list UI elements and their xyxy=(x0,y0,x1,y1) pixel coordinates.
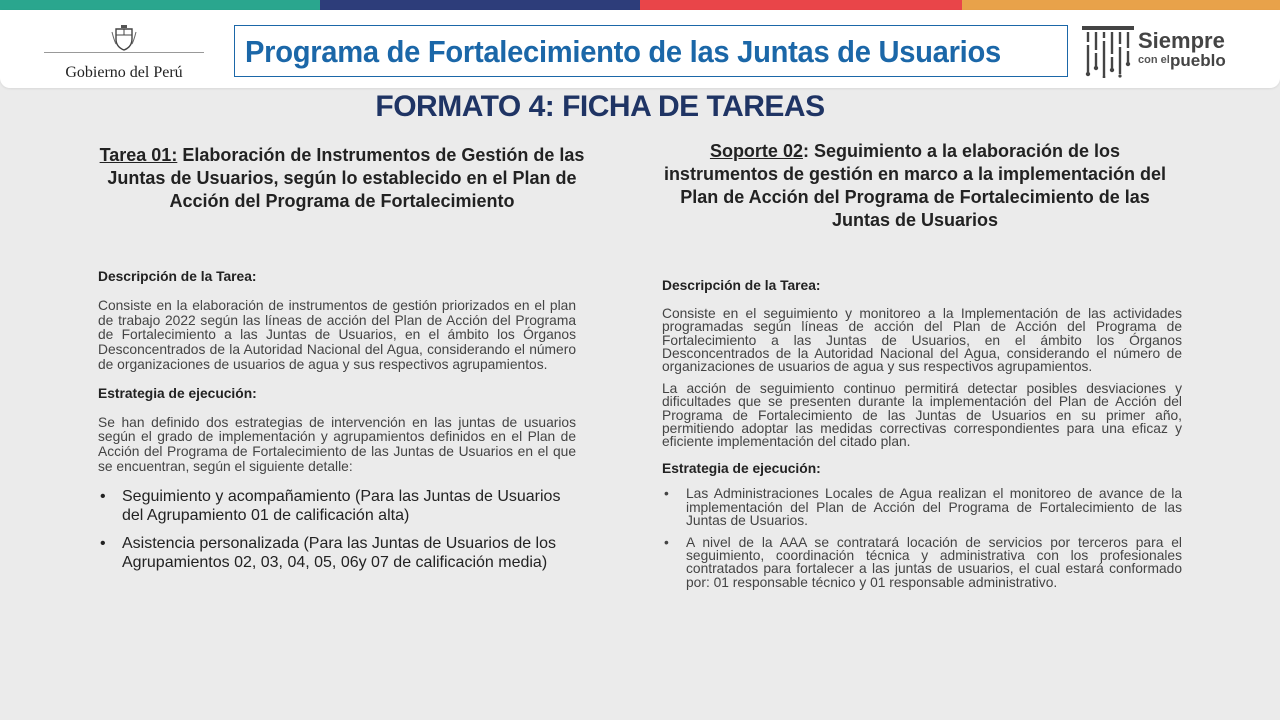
support-heading xyxy=(652,140,1178,232)
task-description-label: Descripción de la Tarea: xyxy=(98,269,257,284)
page-title: FORMATO 4: FICHA DE TAREAS xyxy=(375,90,825,123)
siempre-con-el-pueblo-logo xyxy=(1082,20,1232,82)
program-title: Programa de Fortalecimiento de las Juntas de Usuarios xyxy=(245,34,1001,69)
gov-logo-divider xyxy=(44,52,204,53)
bullet-icon: • xyxy=(664,486,669,502)
list-item-text: Las Administraciones Locales de Agua realizan el monitoreo de avance de la implementación del Plan de Acción del Programa de Fortalecimiento de las Juntas de Usuarios. xyxy=(686,486,1182,528)
task-strategy-text: Se han definido dos estrategias de intervención en las juntas de usuarios según el grado de implementación y agrupamientos definidos en el Plan de Acción del Programa de Fortalecimiento de las Juntas de Usuarios en el que se encuentran, según el siguiente detalle: xyxy=(98,414,576,474)
bullet-icon: • xyxy=(664,535,669,551)
support-heading-label: Soporte 02 xyxy=(709,141,803,161)
task-heading-label: Tarea 01: xyxy=(99,145,178,165)
gobierno-del-peru-logo xyxy=(44,24,204,84)
list-item xyxy=(98,487,576,525)
logo-word-pueblo: pueblo xyxy=(1170,51,1226,70)
list-item xyxy=(662,536,1182,589)
bullet-icon: • xyxy=(100,487,106,505)
logo-word-con-el: con el xyxy=(1138,54,1170,66)
list-item-text: Seguimiento y acompañamiento (Para las Juntas de Usuarios del Agrupamiento 01 de calificación alta) xyxy=(122,487,561,524)
header-bar xyxy=(0,10,1280,88)
task-description-text: Consiste en la elaboración de instrumentos de gestión priorizados en el plan de trabajo 2022 según las líneas de acción del Plan de Acción del Programa de Fortalecimiento a las Juntas de Usuarios, en el ámbito los Órganos Desconcentrados de la Autoridad Nacional del Agua, considerando el número de organizaciones de usuarios de agua y sus respectivos agrupamientos. xyxy=(98,297,576,372)
task-strategy-label: Estrategia de ejecución: xyxy=(98,385,257,401)
program-title-box xyxy=(234,25,1068,77)
top-stripe-navy xyxy=(320,0,640,10)
task-strategy-list xyxy=(98,487,576,572)
support-body xyxy=(662,279,1182,598)
support-description-p2: La acción de seguimiento continuo permitirá detectar posibles desviaciones y dificultades que se presenten durante la implementación del Plan de Acción del Programa de Fortalecimiento de las Juntas de Usuarios en su primer año, permitiendo adoptar las medidas correctivas correspondientes para una eficaz y eficiente implementación del citado plan. xyxy=(662,381,1182,450)
support-description-p1: Consiste en el seguimiento y monitoreo a la Implementación de las actividades programadas según líneas de acción del Plan de Acción del Programa de Fortalecimiento a las Juntas de Usuarios, en el ámbito los Órganos Desconcentrados de la Autoridad Nacional del Agua, considerando el número de organizaciones de usuarios de agua y sus respectivos agrupamientos. xyxy=(662,306,1182,375)
support-strategy-list xyxy=(662,487,1182,588)
task-heading-text: Elaboración de Instrumentos de Gestión de las Juntas de Usuarios, según lo establecido en el Plan de Acción del Programa de Fortalecimiento xyxy=(107,145,585,211)
people-pillars-icon xyxy=(1082,24,1134,78)
list-item-text: A nivel de la AAA se contratará locación de servicios por terceros para el seguimiento, coordinación técnica y administrativa con los profesionales contratados para fortalecer a las juntas de usuarios, el cual estará conformado por: 01 responsable técnico y 01 responsable administrativo. xyxy=(686,535,1182,590)
support-heading-text: : Seguimiento a la elaboración de los instrumentos de gestión en marco a la implementación del Plan de Acción del Programa de Fortalecimiento de las Juntas de Usuarios xyxy=(663,141,1167,230)
support-strategy-label: Estrategia de ejecución: xyxy=(662,461,821,477)
logo-word-siempre: Siempre xyxy=(1138,28,1225,53)
peru-coat-of-arms-icon xyxy=(110,24,138,52)
list-item-text: Asistencia personalizada (Para las Juntas de Usuarios de los Agrupamientos 02, 03, 04, 05, 06y 07 de calificación media) xyxy=(122,534,557,571)
top-stripe-orange xyxy=(962,0,1280,10)
support-description-label: Descripción de la Tarea: xyxy=(662,278,821,293)
bullet-icon: • xyxy=(100,534,106,552)
task-heading xyxy=(98,144,586,213)
list-item xyxy=(98,534,576,572)
task-body xyxy=(98,270,576,581)
list-item xyxy=(662,487,1182,527)
top-stripe-green xyxy=(0,0,320,10)
gov-logo-text: Gobierno del Perú xyxy=(65,64,183,81)
top-stripe-red xyxy=(640,0,962,10)
